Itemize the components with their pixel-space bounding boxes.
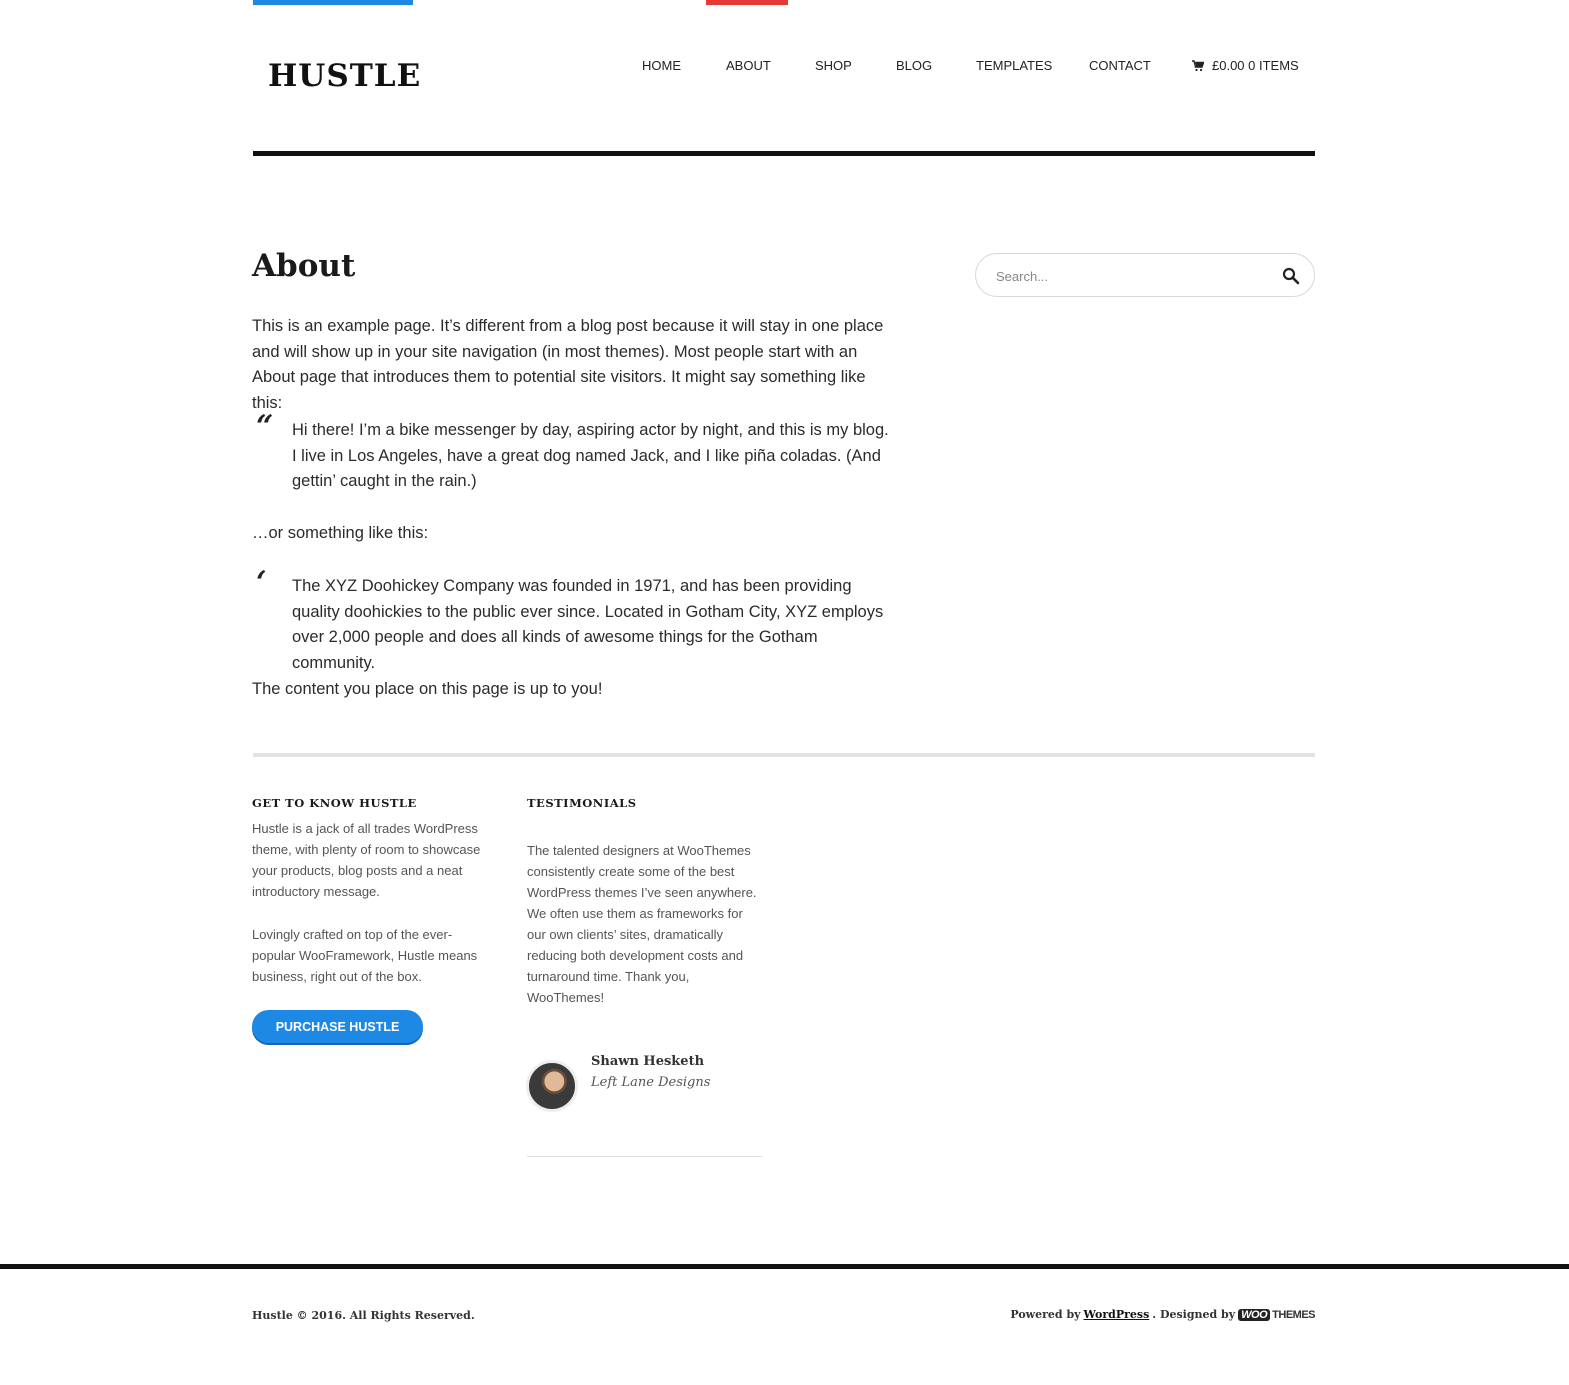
- intro-paragraph: This is an example page. It’s different from a blog post because it will stay in one place and will show up in your site navigation (in most themes). Most people start with an About page that introduces them to potential site visitors. It might say something like this:: [252, 317, 884, 412]
- site-title[interactable]: HUSTLE: [268, 58, 422, 94]
- accent-bar-red: [706, 0, 788, 5]
- woo-badge: WOO: [1238, 1309, 1270, 1321]
- blockquote-1: [252, 409, 894, 495]
- blockquote-text: Hi there! I’m a bike messenger by day, aspiring actor by night, and this is my blog. I live in Los Angeles, have a great dog named Jack, and I like piña coladas. (And gettin’ caught in the rain.): [292, 421, 889, 490]
- widget-title-testimonials: TESTIMONIALS: [527, 796, 637, 810]
- woo-themes-text: THEMES: [1272, 1308, 1315, 1321]
- blockquote-2: [252, 565, 894, 676]
- testimonial-divider: [527, 1156, 762, 1157]
- woothemes-logo[interactable]: [1238, 1309, 1315, 1321]
- wordpress-link[interactable]: WordPress: [1083, 1308, 1150, 1321]
- footer-credits: [1010, 1308, 1315, 1321]
- quote-mark-icon: ‘: [256, 565, 267, 600]
- main-nav: [620, 58, 1310, 78]
- accent-bar-blue: [253, 0, 413, 5]
- designed-by-label: . Designed by: [1152, 1308, 1236, 1321]
- blockquote-text: The XYZ Doohickey Company was founded in 1971, and has been providing quality doohickies to the public ever since. Located in Gotham City, XYZ employs over 2,000 people and does all kinds of awesome things for the Gotham community.: [292, 577, 884, 672]
- nav-item-about[interactable]: ABOUT: [726, 58, 771, 73]
- quote-mark-icon: “: [256, 409, 274, 444]
- nav-item-templates[interactable]: TEMPLATES: [976, 58, 1053, 73]
- get-to-know-text-1: Hustle is a jack of all trades WordPress theme, with plenty of room to showcase your products, blog posts and a neat introductory message.: [252, 821, 481, 899]
- cart-icon: [1192, 60, 1204, 72]
- cart-label: £0.00 0 ITEMS: [1212, 58, 1299, 73]
- testimonial-author: Shawn Hesketh: [591, 1054, 705, 1069]
- search-box: [975, 253, 1315, 297]
- footer-divider: [0, 1264, 1569, 1269]
- nav-item-blog[interactable]: BLOG: [896, 58, 933, 73]
- nav-item-home[interactable]: HOME: [642, 58, 681, 73]
- purchase-hustle-button[interactable]: PURCHASE HUSTLE: [252, 1010, 423, 1043]
- avatar: [526, 1060, 578, 1112]
- powered-by-label: Powered by: [1010, 1308, 1081, 1321]
- header-divider: [253, 151, 1315, 156]
- nav-cart[interactable]: [1192, 58, 1299, 73]
- nav-item-contact[interactable]: CONTACT: [1089, 58, 1151, 73]
- closing-paragraph: The content you place on this page is up to you!: [252, 680, 603, 698]
- search-icon[interactable]: [1282, 267, 1300, 285]
- widget-title-get-to-know: GET TO KNOW HUSTLE: [252, 796, 417, 810]
- search-input[interactable]: [996, 266, 1266, 286]
- transition-paragraph: …or something like this:: [252, 524, 429, 542]
- testimonial-text: The talented designers at WooThemes consistently create some of the best WordPress themes I’ve seen anywhere. We often use them as frameworks for our own clients’ sites, dramatically reducing both development costs and turnaround time. Thank you, WooThemes!: [527, 843, 757, 1005]
- copyright-text: Hustle © 2016. All Rights Reserved.: [252, 1309, 475, 1322]
- page-title: About: [252, 248, 356, 284]
- nav-item-shop[interactable]: SHOP: [815, 58, 852, 73]
- testimonial-company: Left Lane Designs: [591, 1075, 711, 1090]
- footer-widgets-divider: [253, 753, 1315, 757]
- get-to-know-text-2: Lovingly crafted on top of the ever-popular WooFramework, Hustle means business, right out of the box.: [252, 927, 478, 984]
